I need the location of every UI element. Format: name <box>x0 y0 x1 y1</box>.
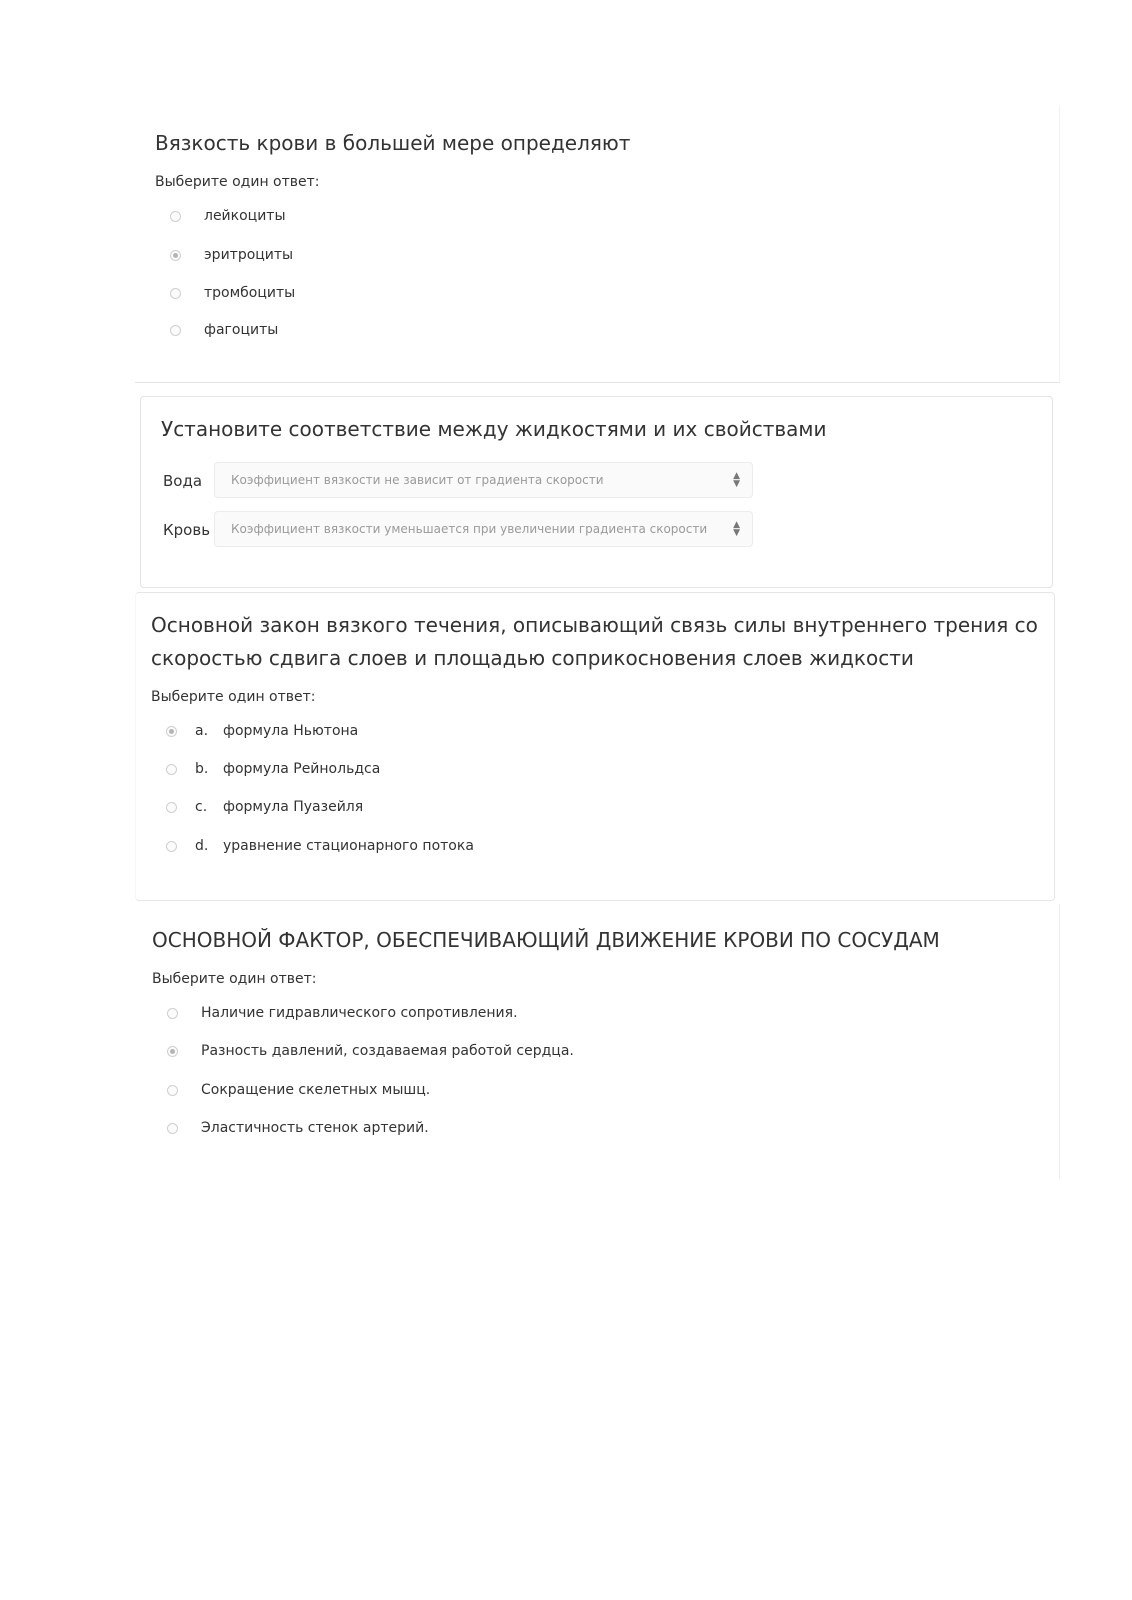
answer-option[interactable] <box>167 1116 429 1140</box>
radio-button-icon[interactable] <box>166 726 177 737</box>
answer-option-label: уравнение стационарного потока <box>223 838 474 854</box>
answer-option-letter: d. <box>195 838 209 854</box>
answer-option-label: Наличие гидравлического сопротивления. <box>201 1005 518 1021</box>
sort-caret-icon: ▲ ▼ <box>733 471 740 489</box>
answer-prompt: Выберите один ответ: <box>155 174 320 190</box>
radio-button-icon[interactable] <box>166 841 177 852</box>
answer-prompt: Выберите один ответ: <box>152 971 317 987</box>
answer-option-label: фагоциты <box>204 322 279 338</box>
answer-prompt: Выберите один ответ: <box>151 689 316 705</box>
radio-button-icon[interactable] <box>166 764 177 775</box>
answer-option[interactable] <box>167 1039 574 1063</box>
answer-option[interactable] <box>170 243 293 267</box>
answer-option[interactable] <box>167 1001 518 1025</box>
answer-option-label: формула Ньютона <box>223 723 359 739</box>
radio-button-icon[interactable] <box>167 1123 178 1134</box>
radio-button-icon[interactable] <box>167 1085 178 1096</box>
match-select-water[interactable] <box>214 462 753 498</box>
answer-option[interactable] <box>170 281 295 305</box>
question-text-line-1: Основной закон вязкого течения, описывающий связь силы внутреннего трения со <box>151 613 1038 637</box>
radio-button-icon[interactable] <box>170 288 181 299</box>
answer-option-label: тромбоциты <box>204 285 296 301</box>
question-card-3 <box>135 592 1055 901</box>
answer-option-label: эритроциты <box>204 247 294 263</box>
answer-option-letter: c. <box>195 799 208 815</box>
answer-option-letter: b. <box>195 761 209 777</box>
question-text: Установите соответствие между жидкостями и их свойствами <box>161 417 827 441</box>
radio-button-icon[interactable] <box>170 250 181 261</box>
match-select-value: Коэффициент вязкости не зависит от градиента скорости <box>231 473 604 487</box>
match-label-blood: Кровь <box>163 521 211 539</box>
answer-option[interactable] <box>166 757 380 781</box>
question-text: ОСНОВНОЙ ФАКТОР, ОБЕСПЕЧИВАЮЩИЙ ДВИЖЕНИЕ КРОВИ ПО СОСУДАМ <box>152 928 940 952</box>
match-select-value: Коэффициент вязкости уменьшается при увеличении градиента скорости <box>231 522 708 536</box>
answer-option[interactable] <box>166 834 474 858</box>
answer-option-label: Разность давлений, создаваемая работой сердца. <box>201 1043 574 1059</box>
answer-option[interactable] <box>170 318 278 342</box>
question-text: Вязкость крови в большей мере определяют <box>155 131 631 155</box>
answer-option[interactable] <box>170 204 286 228</box>
answer-option[interactable] <box>167 1078 430 1102</box>
radio-button-icon[interactable] <box>167 1008 178 1019</box>
question-text-line-2: скоростью сдвига слоев и площадью соприкосновения слоев жидкости <box>151 646 914 670</box>
answer-option-label: Сокращение скелетных мышц. <box>201 1082 431 1098</box>
question-card-4 <box>135 904 1060 1179</box>
answer-option-label: лейкоциты <box>204 208 286 224</box>
answer-option-label: формула Рейнольдса <box>223 761 381 777</box>
radio-button-icon[interactable] <box>170 325 181 336</box>
match-select-blood[interactable] <box>214 511 753 547</box>
answer-option[interactable] <box>166 719 358 743</box>
radio-button-icon[interactable] <box>170 211 181 222</box>
answer-option-label: формула Пуазейля <box>223 799 364 815</box>
answer-option[interactable] <box>166 795 363 819</box>
question-card-2 <box>140 396 1053 588</box>
radio-button-icon[interactable] <box>166 802 177 813</box>
answer-option-letter: a. <box>195 723 209 739</box>
match-label-water: Вода <box>163 472 203 490</box>
answer-option-label: Эластичность стенок артерий. <box>201 1120 429 1136</box>
sort-caret-icon: ▲ ▼ <box>733 520 740 538</box>
radio-button-icon[interactable] <box>167 1046 178 1057</box>
question-card-1 <box>135 106 1060 383</box>
